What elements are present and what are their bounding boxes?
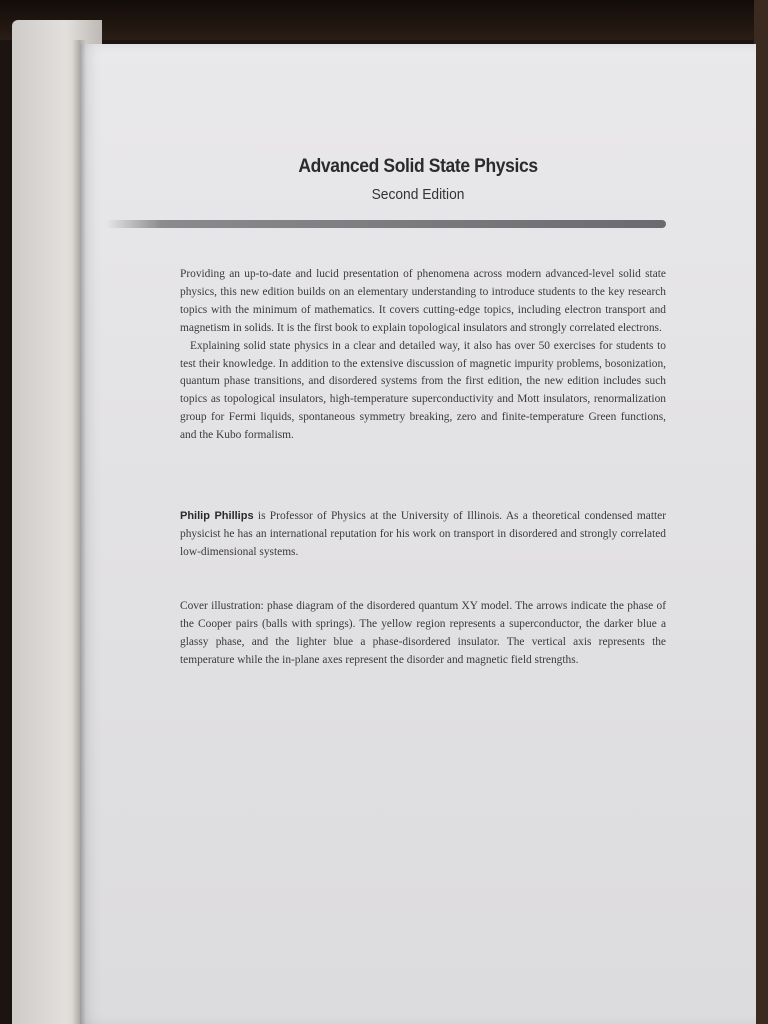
- cover-note-block: [180, 598, 666, 670]
- description-paragraph-1: Providing an up-to-date and lucid presentation of phenomena across modern advanced-level solid state physics, this new edition builds on an elementary understanding to introduce students to the key research topics with the minimum of mathematics. It covers cutting-edge topics, including electron transport and magnetism in solids. It is the first book to explain topological insulators and strongly correlated electrons.: [180, 268, 666, 334]
- book-page: [80, 44, 756, 1024]
- page-gutter-shadow: [72, 40, 86, 1024]
- book-edition: Second Edition: [371, 186, 465, 203]
- description-paragraph-2: Explaining solid state physics in a clear and detailed way, it also has over 50 exercises for students to test their knowledge. In addition to the extensive discussion of magnetic impurity problems, bosonization, quantum phase transitions, and disordered systems from the first edition, the new edition includes such topics as topological insulators, high-temperature superconductivity and Mott insulators, renormalization group for Fermi liquids, spontaneous symmetry breaking, zero and finite-temperature Green functions, and the Kubo formalism.: [180, 339, 666, 442]
- cover-illustration-note: Cover illustration: phase diagram of the disordered quantum XY model. The arrows indicate the phase of the Cooper pairs (balls with springs). The yellow region represents a superconductor, the darker blue a glassy phase, and the lighter blue a phase-disordered insulator. The vertical axis represents the temperature while the in-plane axes represent the disorder and magnetic field strengths.: [180, 600, 666, 666]
- description-block: [180, 266, 666, 445]
- author-paragraph: [180, 508, 666, 562]
- author-block: [180, 508, 666, 562]
- background-top: [0, 0, 768, 40]
- author-name: Philip Phillips: [180, 510, 254, 522]
- title-rule: [106, 220, 666, 228]
- author-bio: is Professor of Physics at the University of Illinois. As a theoretical condensed matter physicist he has an international reputation for his work on transport in disordered and strongly correlated low-dimensional systems.: [180, 510, 667, 558]
- book-title: Advanced Solid State Physics: [298, 156, 538, 177]
- background-right: [754, 0, 768, 1024]
